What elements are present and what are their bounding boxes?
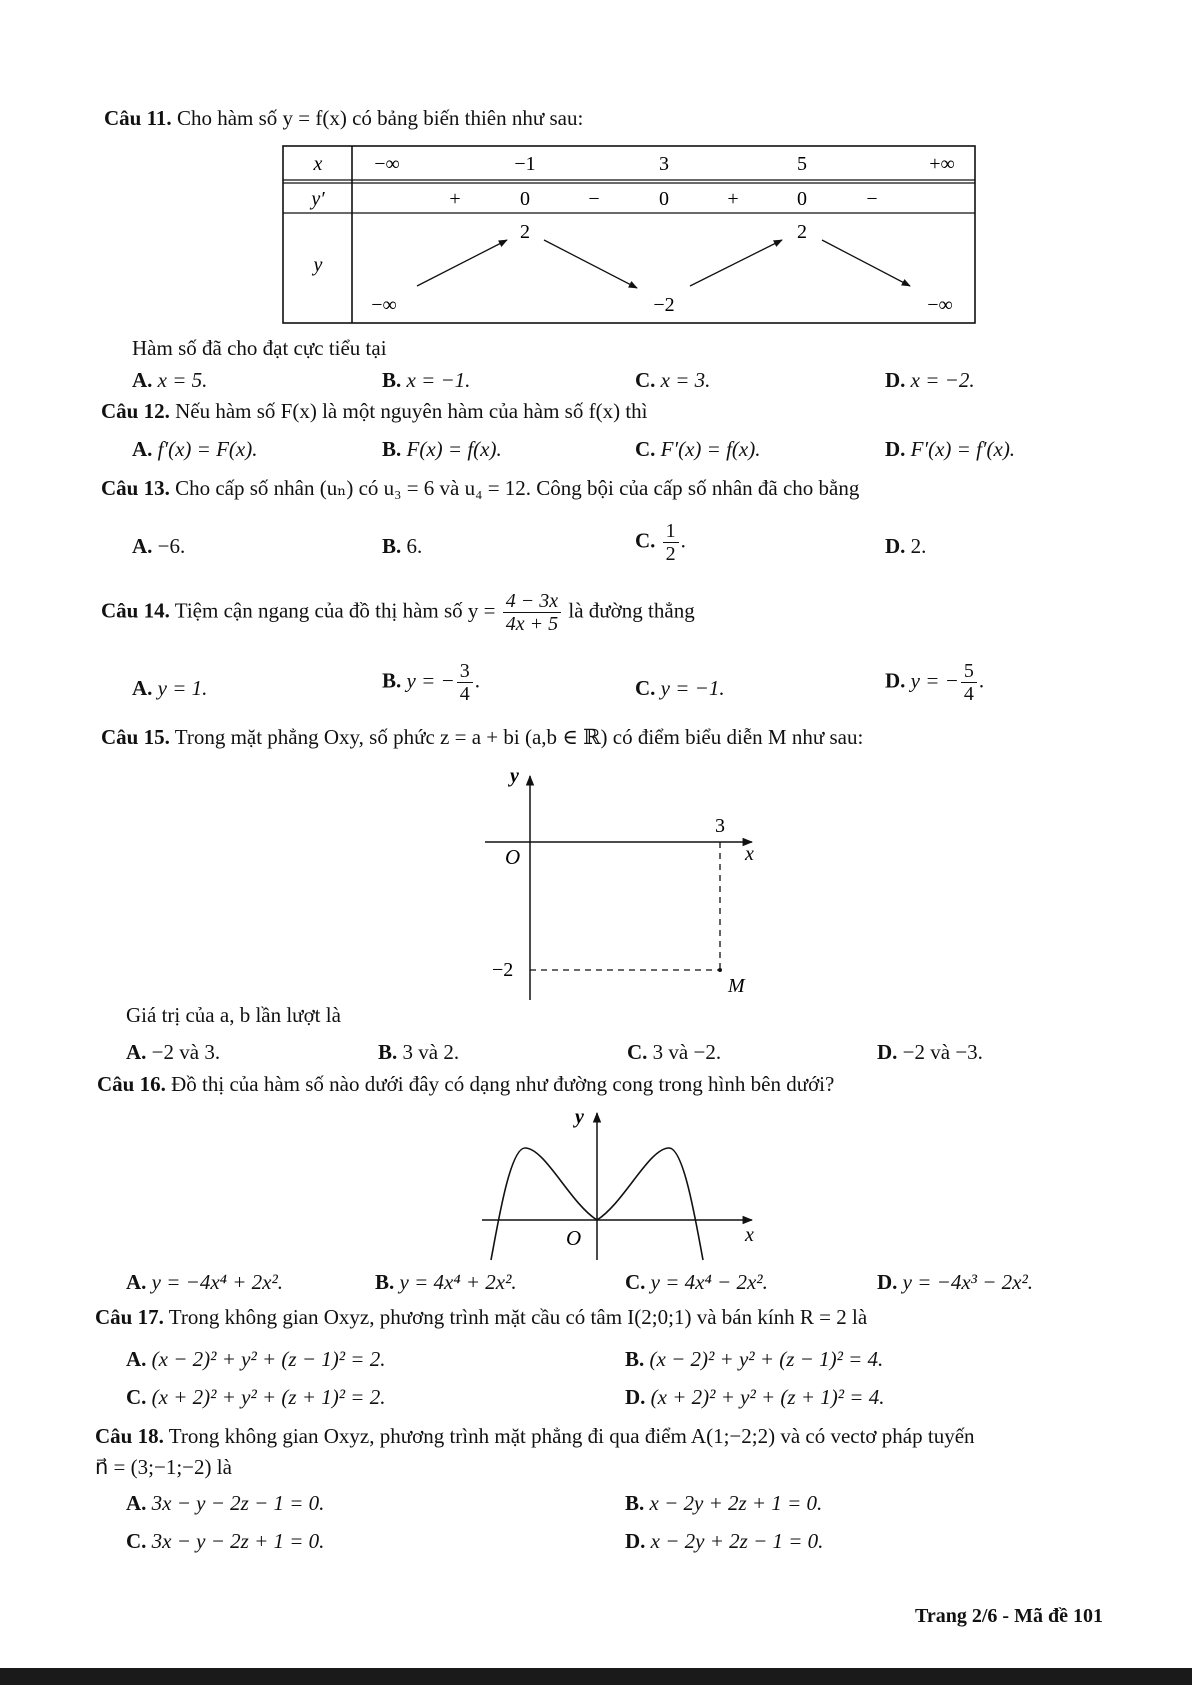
q11-yp-sign: + bbox=[727, 188, 739, 210]
q15-text: Trong mặt phẳng Oxy, số phức z = a + bi (a,b ∈ ℝ) có điểm biểu diễn M như sau: bbox=[174, 725, 864, 749]
q15-stem bbox=[101, 725, 863, 750]
q17-option-c[interactable]: C. (x + 2)² + y² + (z + 1)² = 2. bbox=[126, 1385, 386, 1409]
q15-point-label: M bbox=[728, 975, 745, 997]
q11-option-b[interactable]: B. x = −1. bbox=[382, 368, 471, 392]
bottom-scan-border bbox=[0, 1668, 1192, 1685]
q11-y-value: 2 bbox=[797, 221, 807, 243]
q11-arrow-up bbox=[690, 240, 782, 286]
q17-text: Trong không gian Oxyz, phương trình mặt cầu có tâm I(2;0;1) và bán kính R = 2 là bbox=[168, 1305, 868, 1329]
q11-stem bbox=[104, 106, 583, 131]
q15-option-a[interactable]: A. −2 và 3. bbox=[126, 1040, 221, 1064]
q11-yp-sign: − bbox=[588, 188, 600, 210]
q12-option-c[interactable]: C. F′(x) = f(x). bbox=[635, 437, 761, 461]
q18-option-c[interactable]: C. 3x − y − 2z + 1 = 0. bbox=[126, 1529, 325, 1553]
q15-prompt: Giá trị của a, b lần lượt là bbox=[126, 1003, 341, 1027]
q11-option-a[interactable]: A. x = 5. bbox=[132, 368, 208, 392]
q13-option-c[interactable]: C. $\frac{1}{2}$ . bbox=[635, 520, 686, 565]
q11-arrow-up bbox=[417, 240, 507, 286]
q11-x-value: −∞ bbox=[374, 153, 400, 175]
q12-option-a[interactable]: A. f′(x) = F(x). bbox=[132, 437, 258, 461]
q16-option-a[interactable]: A. y = −4x⁴ + 2x². bbox=[126, 1270, 283, 1294]
q11-variation-table bbox=[282, 145, 977, 325]
q15-x-axis-label: x bbox=[745, 843, 754, 865]
q15-option-d[interactable]: D. −2 và −3. bbox=[877, 1040, 983, 1064]
q13-stem bbox=[101, 476, 859, 501]
q16-y-axis-label: y bbox=[575, 1106, 584, 1128]
q18-option-b[interactable]: B. x − 2y + 2z + 1 = 0. bbox=[625, 1491, 823, 1515]
q11-row-x: x bbox=[313, 153, 323, 175]
q15-point-m bbox=[718, 968, 722, 972]
q11-option-c[interactable]: C. x = 3. bbox=[635, 368, 711, 392]
q11-y-value: −2 bbox=[653, 294, 675, 316]
q18-text-line2: n⃗ = (3;−1;−2) là bbox=[95, 1455, 232, 1479]
q16-option-d[interactable]: D. y = −4x³ − 2x². bbox=[877, 1270, 1033, 1294]
q11-yp-zero: 0 bbox=[659, 188, 669, 210]
q15-tick-y: −2 bbox=[492, 959, 514, 981]
q11-yp-zero: 0 bbox=[797, 188, 807, 210]
q11-arrow-down bbox=[822, 240, 910, 286]
q11-arrow-down bbox=[544, 240, 637, 288]
q11-row-yp: y′ bbox=[311, 188, 325, 210]
q12-text: Nếu hàm số F(x) là một nguyên hàm của hàm số f(x) thì bbox=[175, 399, 648, 423]
q11-y-value: −∞ bbox=[371, 294, 397, 316]
q11-yp-sign: + bbox=[449, 188, 461, 210]
q14-option-b[interactable]: B. y = − $\frac{3}{4}$ . bbox=[382, 660, 480, 705]
q18-label: Câu 18. bbox=[95, 1424, 164, 1448]
q14-label: Câu 14. bbox=[101, 598, 170, 623]
q16-stem bbox=[97, 1072, 834, 1097]
q12-label: Câu 12. bbox=[101, 399, 170, 423]
q18-stem bbox=[95, 1424, 975, 1449]
q14-stem bbox=[101, 590, 695, 635]
q11-prompt: Hàm số đã cho đạt cực tiểu tại bbox=[132, 336, 387, 360]
q17-label: Câu 17. bbox=[95, 1305, 164, 1329]
q14-fraction: $\frac{4 - 3x}{4x + 5}$ bbox=[503, 590, 561, 635]
q15-origin-label: O bbox=[505, 845, 521, 869]
q17-option-a[interactable]: A. (x − 2)² + y² + (z − 1)² = 2. bbox=[126, 1347, 386, 1371]
q11-yp-sign: − bbox=[866, 188, 878, 210]
q16-text: Đồ thị của hàm số nào dưới đây có dạng như đường cong trong hình bên dưới? bbox=[171, 1072, 835, 1096]
q17-option-b[interactable]: B. (x − 2)² + y² + (z − 1)² = 4. bbox=[625, 1347, 884, 1371]
q16-x-axis-label: x bbox=[745, 1224, 754, 1246]
q17-option-d[interactable]: D. (x + 2)² + y² + (z + 1)² = 4. bbox=[625, 1385, 885, 1409]
q12-option-b[interactable]: B. F(x) = f(x). bbox=[382, 437, 502, 461]
q15-option-b[interactable]: B. 3 và 2. bbox=[378, 1040, 460, 1064]
q14-option-a[interactable]: A. y = 1. bbox=[132, 676, 208, 700]
q12-stem bbox=[101, 399, 648, 424]
q14-text-after: là đường thẳng bbox=[568, 598, 695, 623]
page-footer: Trang 2/6 - Mã đề 101 bbox=[915, 1605, 1103, 1627]
q11-x-value: +∞ bbox=[929, 153, 955, 175]
q15-tick-x: 3 bbox=[715, 815, 725, 837]
q14-option-d[interactable]: D. y = − $\frac{5}{4}$ . bbox=[885, 660, 985, 705]
q11-label: Câu 11. bbox=[104, 106, 172, 130]
q11-option-d[interactable]: D. x = −2. bbox=[885, 368, 975, 392]
q17-stem bbox=[95, 1305, 867, 1330]
q15-option-c[interactable]: C. 3 và −2. bbox=[627, 1040, 722, 1064]
q13-text: Cho cấp số nhân (uₙ) có u₃ = 6 và u₄ = 12. Công bội của cấp số nhân đã cho bằng bbox=[175, 476, 860, 500]
q18-option-d[interactable]: D. x − 2y + 2z − 1 = 0. bbox=[625, 1529, 824, 1553]
q11-yp-zero: 0 bbox=[520, 188, 530, 210]
q13-option-d[interactable]: D. 2. bbox=[885, 534, 927, 558]
q11-x-value: 3 bbox=[659, 153, 669, 175]
q16-origin-label: O bbox=[566, 1226, 582, 1250]
q16-curve-graph bbox=[480, 1103, 770, 1263]
q15-label: Câu 15. bbox=[101, 725, 170, 749]
q15-y-axis-label: y bbox=[510, 765, 519, 787]
q13-option-a[interactable]: A. −6. bbox=[132, 534, 186, 558]
q13-label: Câu 13. bbox=[101, 476, 170, 500]
q14-text-before: Tiệm cận ngang của đồ thị hàm số y = bbox=[174, 598, 496, 623]
q14-option-c[interactable]: C. y = −1. bbox=[635, 676, 725, 700]
q11-x-value: −1 bbox=[514, 153, 536, 175]
q18-option-a[interactable]: A. 3x − y − 2z − 1 = 0. bbox=[126, 1491, 325, 1515]
q16-option-b[interactable]: B. y = 4x⁴ + 2x². bbox=[375, 1270, 517, 1294]
q16-label: Câu 16. bbox=[97, 1072, 166, 1096]
q11-y-value: −∞ bbox=[927, 294, 953, 316]
q11-y-value: 2 bbox=[520, 221, 530, 243]
q16-option-c[interactable]: C. y = 4x⁴ − 2x². bbox=[625, 1270, 768, 1294]
q11-text: Cho hàm số y = f(x) có bảng biến thiên như sau: bbox=[176, 106, 584, 130]
q12-option-d[interactable]: D. F′(x) = f′(x). bbox=[885, 437, 1016, 461]
q11-x-value: 5 bbox=[797, 153, 807, 175]
q11-row-y: y bbox=[313, 254, 323, 276]
q18-text: Trong không gian Oxyz, phương trình mặt phẳng đi qua điểm A(1;−2;2) và có vectơ pháp tuyến bbox=[168, 1424, 975, 1448]
q15-complex-plane bbox=[480, 760, 770, 1005]
q13-option-b[interactable]: B. 6. bbox=[382, 534, 423, 558]
